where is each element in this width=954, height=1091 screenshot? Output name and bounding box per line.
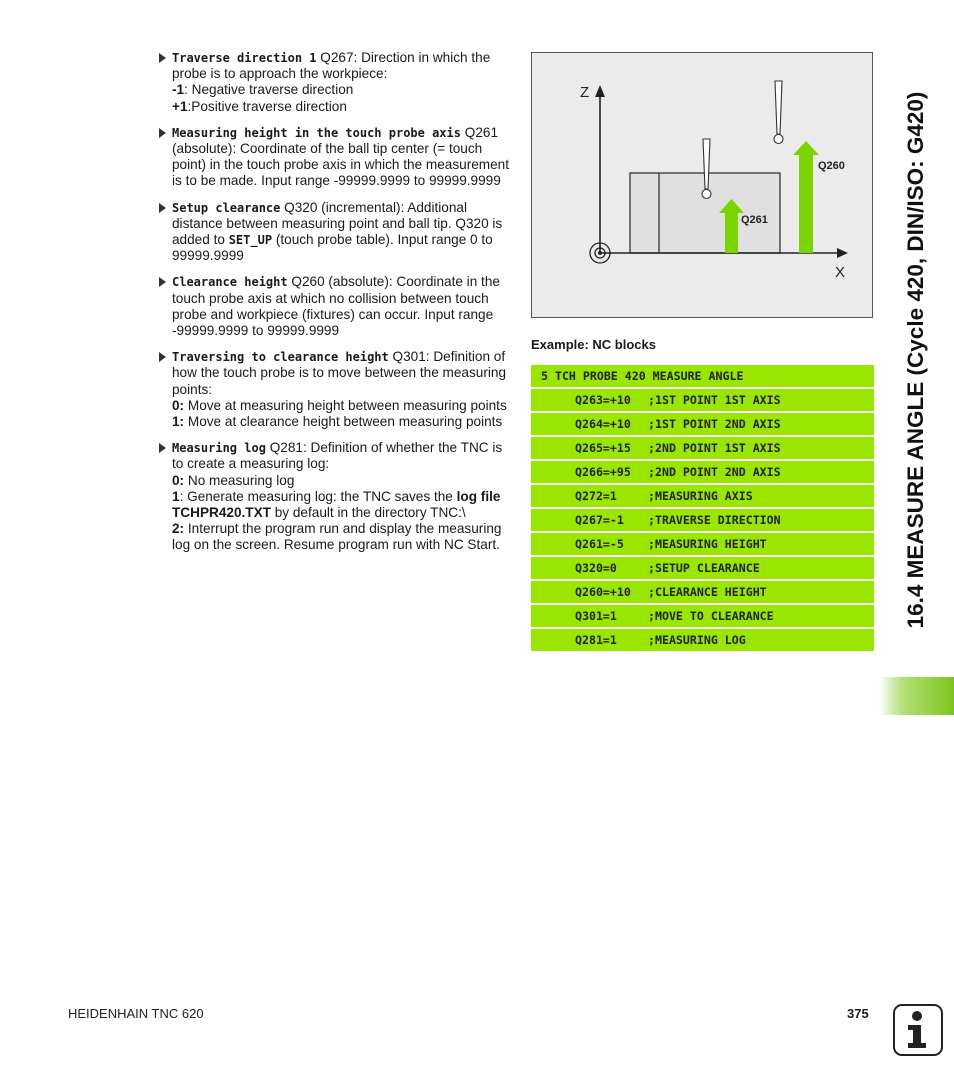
axis-x-label: X (835, 264, 846, 281)
param-name: Measuring height in the touch probe axis (172, 125, 461, 140)
nc-line: Q272=1 ;MEASURING AXIS (531, 485, 874, 507)
chapter-tab (879, 677, 954, 715)
bullet-triangle-icon (159, 128, 166, 138)
inline-code: SET_UP (228, 233, 273, 248)
probe-stylus-high (775, 81, 782, 134)
probe-diagram-svg (532, 53, 874, 319)
info-icon (893, 1004, 943, 1056)
probe-diagram (531, 52, 873, 318)
param-name: Setup clearance (172, 200, 281, 215)
page-number: 375 (847, 1006, 869, 1021)
nc-line: Q320=0 ;SETUP CLEARANCE (531, 557, 874, 579)
nc-line: Q265=+15 ;2ND POINT 1ST AXIS (531, 437, 874, 459)
q261-label: Q261 (741, 214, 768, 226)
param-name: Traverse direction 1 (172, 51, 317, 65)
param-clearance-height: Clearance height Q260 (absolute): Coordinate in the touch probe axis at which no collision between touch probe and workpiece (fixtures) can occur. Input range -99999.9999 to 99999.9999 (159, 274, 511, 339)
param-traversing-to-clearance: Traversing to clearance height Q301: Definition of how the touch probe is to move between the measuring points: 0: Move at measuring height between measuring points 1: Move at clearance height between measuring points (159, 349, 511, 430)
datum-center-dot (598, 251, 602, 255)
nc-line: Q267=-1 ;TRAVERSE DIRECTION (531, 509, 874, 531)
q261-arrow-shaft (725, 211, 738, 253)
option: -1: Negative traverse direction (172, 82, 354, 98)
option: 1: Move at clearance height between measuring points (172, 414, 503, 430)
nc-block-list (531, 365, 874, 653)
q260-arrow-shaft (799, 151, 813, 253)
chapter-side-title: 16.4 MEASURE ANGLE (Cycle 420, DIN/ISO: G420) (903, 91, 928, 629)
axis-z-label: Z (580, 84, 590, 101)
x-axis-arrowhead (837, 248, 848, 258)
bullet-triangle-icon (159, 277, 166, 287)
example-title: Example: NC blocks (531, 337, 656, 352)
nc-line: Q281=1 ;MEASURING LOG (531, 629, 874, 651)
bullet-triangle-icon (159, 53, 166, 63)
param-measuring-height: Measuring height in the touch probe axis Q261 (absolute): Coordinate of the ball tip center (= touch point) in the touch probe axis in which the measurement is to be made. Input range -99999.9999 to 99999.9999 (159, 125, 511, 190)
footer-product: HEIDENHAIN TNC 620 (68, 1006, 204, 1021)
param-traverse-direction: Traverse direction 1 Q267: Direction in which the probe is to approach the workpiece: -1: Negative traverse direction +1:Positive traverse direction (159, 50, 511, 115)
bullet-triangle-icon (159, 443, 166, 453)
nc-line: Q266=+95 ;2ND POINT 2ND AXIS (531, 461, 874, 483)
nc-line: Q301=1 ;MOVE TO CLEARANCE (531, 605, 874, 627)
parameter-list (159, 50, 511, 564)
probe-ball-low (702, 190, 711, 199)
nc-line: Q264=+10 ;1ST POINT 2ND AXIS (531, 413, 874, 435)
nc-line: Q263=+10 ;1ST POINT 1ST AXIS (531, 389, 874, 411)
option: +1:Positive traverse direction (172, 98, 347, 114)
nc-line: Q260=+10 ;CLEARANCE HEIGHT (531, 581, 874, 603)
option: 1: Generate measuring log: the TNC saves the log file TCHPR420.TXT by default in the directory TNC:\ (172, 488, 501, 521)
param-measuring-log: Measuring log Q281: Definition of whether the TNC is to create a measuring log: 0: No measuring log 1: Generate measuring log: the TNC saves the log file TCHPR420.TXT by default in the directory TNC:\ 2: Interrupt the program run and display the measuring log on the screen. Resume program run with NC Start. (159, 440, 511, 553)
nc-line: Q261=-5 ;MEASURING HEIGHT (531, 533, 874, 555)
option: 0: Move at measuring height between measuring points (172, 397, 507, 413)
param-name: Traversing to clearance height (172, 350, 389, 365)
q260-label: Q260 (818, 160, 845, 172)
z-axis-arrowhead (595, 85, 605, 97)
bullet-triangle-icon (159, 203, 166, 213)
option: 0: No measuring log (172, 472, 295, 488)
param-name: Measuring log (172, 441, 266, 456)
nc-line: 5 TCH PROBE 420 MEASURE ANGLE (531, 365, 874, 387)
param-setup-clearance: Setup clearance Q320 (incremental): Additional distance between measuring point and ball tip. Q320 is added to SET_UP (touch probe table). Input range 0 to 99999.9999 (159, 200, 511, 265)
bullet-triangle-icon (159, 352, 166, 362)
probe-ball-high (774, 135, 783, 144)
q260-arrowhead (793, 141, 819, 155)
info-glyph-icon (895, 1006, 940, 1053)
option: 2: Interrupt the program run and display the measuring log on the screen. Resume program run with NC Start. (172, 521, 502, 553)
param-name: Clearance height (172, 275, 288, 290)
